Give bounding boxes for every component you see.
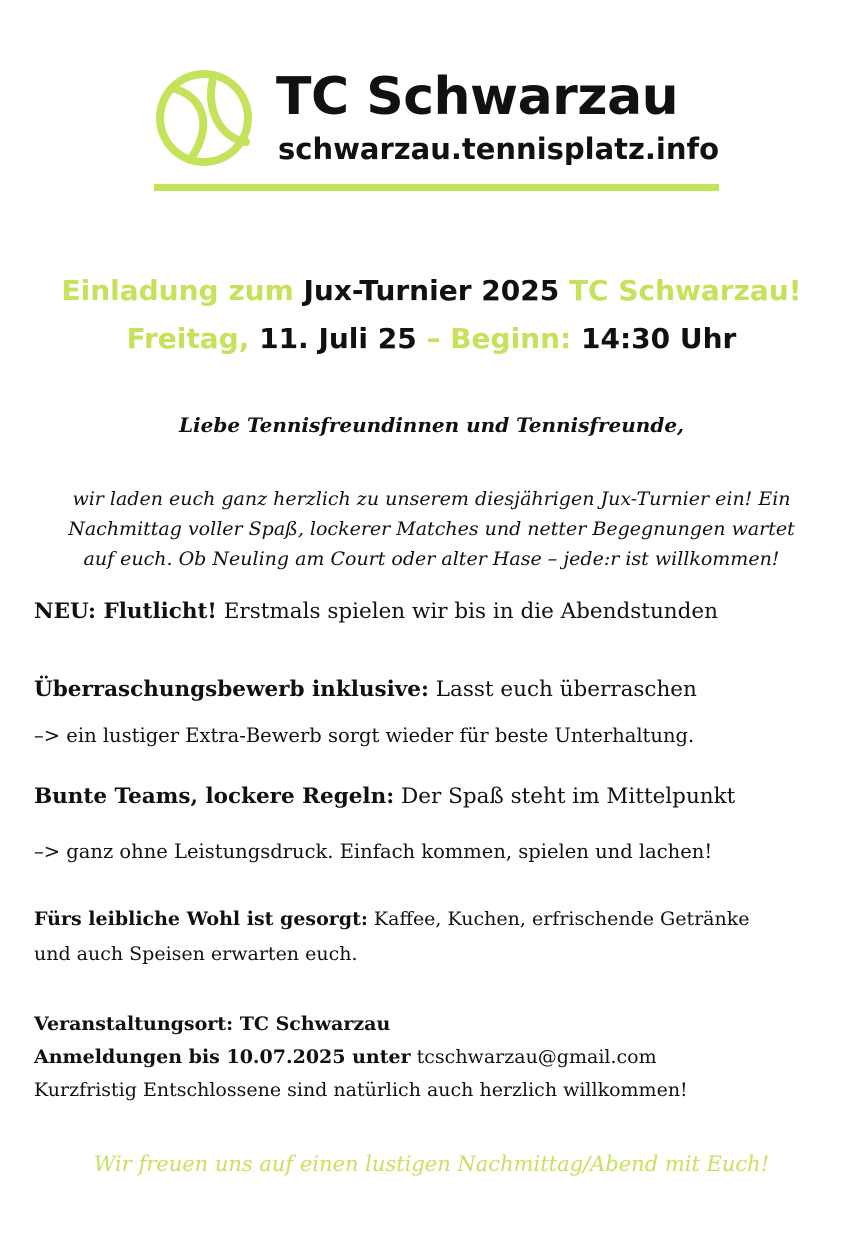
highlight-label: Überraschungsbewerb inklusive: <box>34 677 429 702</box>
headline-event-name: Jux-Turnier 2025 <box>303 274 560 307</box>
highlight-label: NEU: Flutlicht! <box>34 599 217 624</box>
signup-line <box>34 1042 657 1072</box>
event-date: 11. Juli 25 <box>259 322 417 355</box>
highlight-text: Lasst euch überraschen <box>435 677 697 702</box>
intro-paragraph <box>30 484 833 574</box>
start-label: – Beginn: <box>426 322 572 355</box>
tennis-ball-icon <box>154 68 254 168</box>
highlight-surprise-detail: –> ein lustiger Extra-Bewerb sorgt wieder für beste Unterhaltung. <box>34 724 695 747</box>
club-website: schwarzau.tennisplatz.info <box>278 132 720 166</box>
club-title: TC Schwarzau <box>276 67 679 127</box>
late-registration-note: Kurzfristig Entschlossene sind natürlich auch herzlich willkommen! <box>34 1079 688 1101</box>
highlight-food-line2: und auch Speisen erwarten euch. <box>34 943 358 965</box>
intro-line: auf euch. Ob Neuling am Court oder alter Hase – jede:r ist willkommen! <box>83 548 780 570</box>
signup-email[interactable]: tcschwarzau@gmail.com <box>416 1046 657 1068</box>
venue: Veranstaltungsort: TC Schwarzau <box>34 1013 391 1035</box>
greeting: Liebe Tennisfreundinnen und Tennisfreunde, <box>178 413 685 437</box>
club-header <box>154 66 719 194</box>
closing-line: Wir freuen uns auf einen lustigen Nachmittag/Abend mit Euch! <box>93 1152 770 1176</box>
highlight-text: Kaffee, Kuchen, erfrischende Getränke <box>373 908 750 930</box>
date-weekday: Freitag, <box>126 322 250 355</box>
start-time: 14:30 Uhr <box>581 322 737 355</box>
highlight-label: Fürs leibliche Wohl ist gesorgt: <box>34 908 368 930</box>
highlight-text: Der Spaß steht im Mittelpunkt <box>401 784 736 809</box>
signup-label: Anmeldungen bis 10.07.2025 unter <box>34 1046 411 1068</box>
intro-line: Nachmittag voller Spaß, lockerer Matches und netter Begegnungen wartet <box>68 518 795 540</box>
headline-club-name: TC Schwarzau! <box>568 274 802 307</box>
highlight-flutlicht <box>34 597 718 627</box>
highlight-text: Erstmals spielen wir bis in die Abendstunden <box>223 599 718 624</box>
intro-line: wir laden euch ganz herzlich zu unserem diesjährigen Jux-Turnier ein! Ein <box>72 488 791 510</box>
event-date-line <box>0 320 863 358</box>
invitation-headline <box>0 272 863 310</box>
highlight-food <box>34 904 750 934</box>
highlight-teams <box>34 782 735 812</box>
highlight-label: Bunte Teams, lockere Regeln: <box>34 784 395 809</box>
headline-invite-text: Einladung zum <box>61 274 294 307</box>
highlight-surprise <box>34 675 697 705</box>
highlight-teams-detail: –> ganz ohne Leistungsdruck. Einfach kommen, spielen und lachen! <box>34 840 713 863</box>
header-divider <box>154 184 719 191</box>
